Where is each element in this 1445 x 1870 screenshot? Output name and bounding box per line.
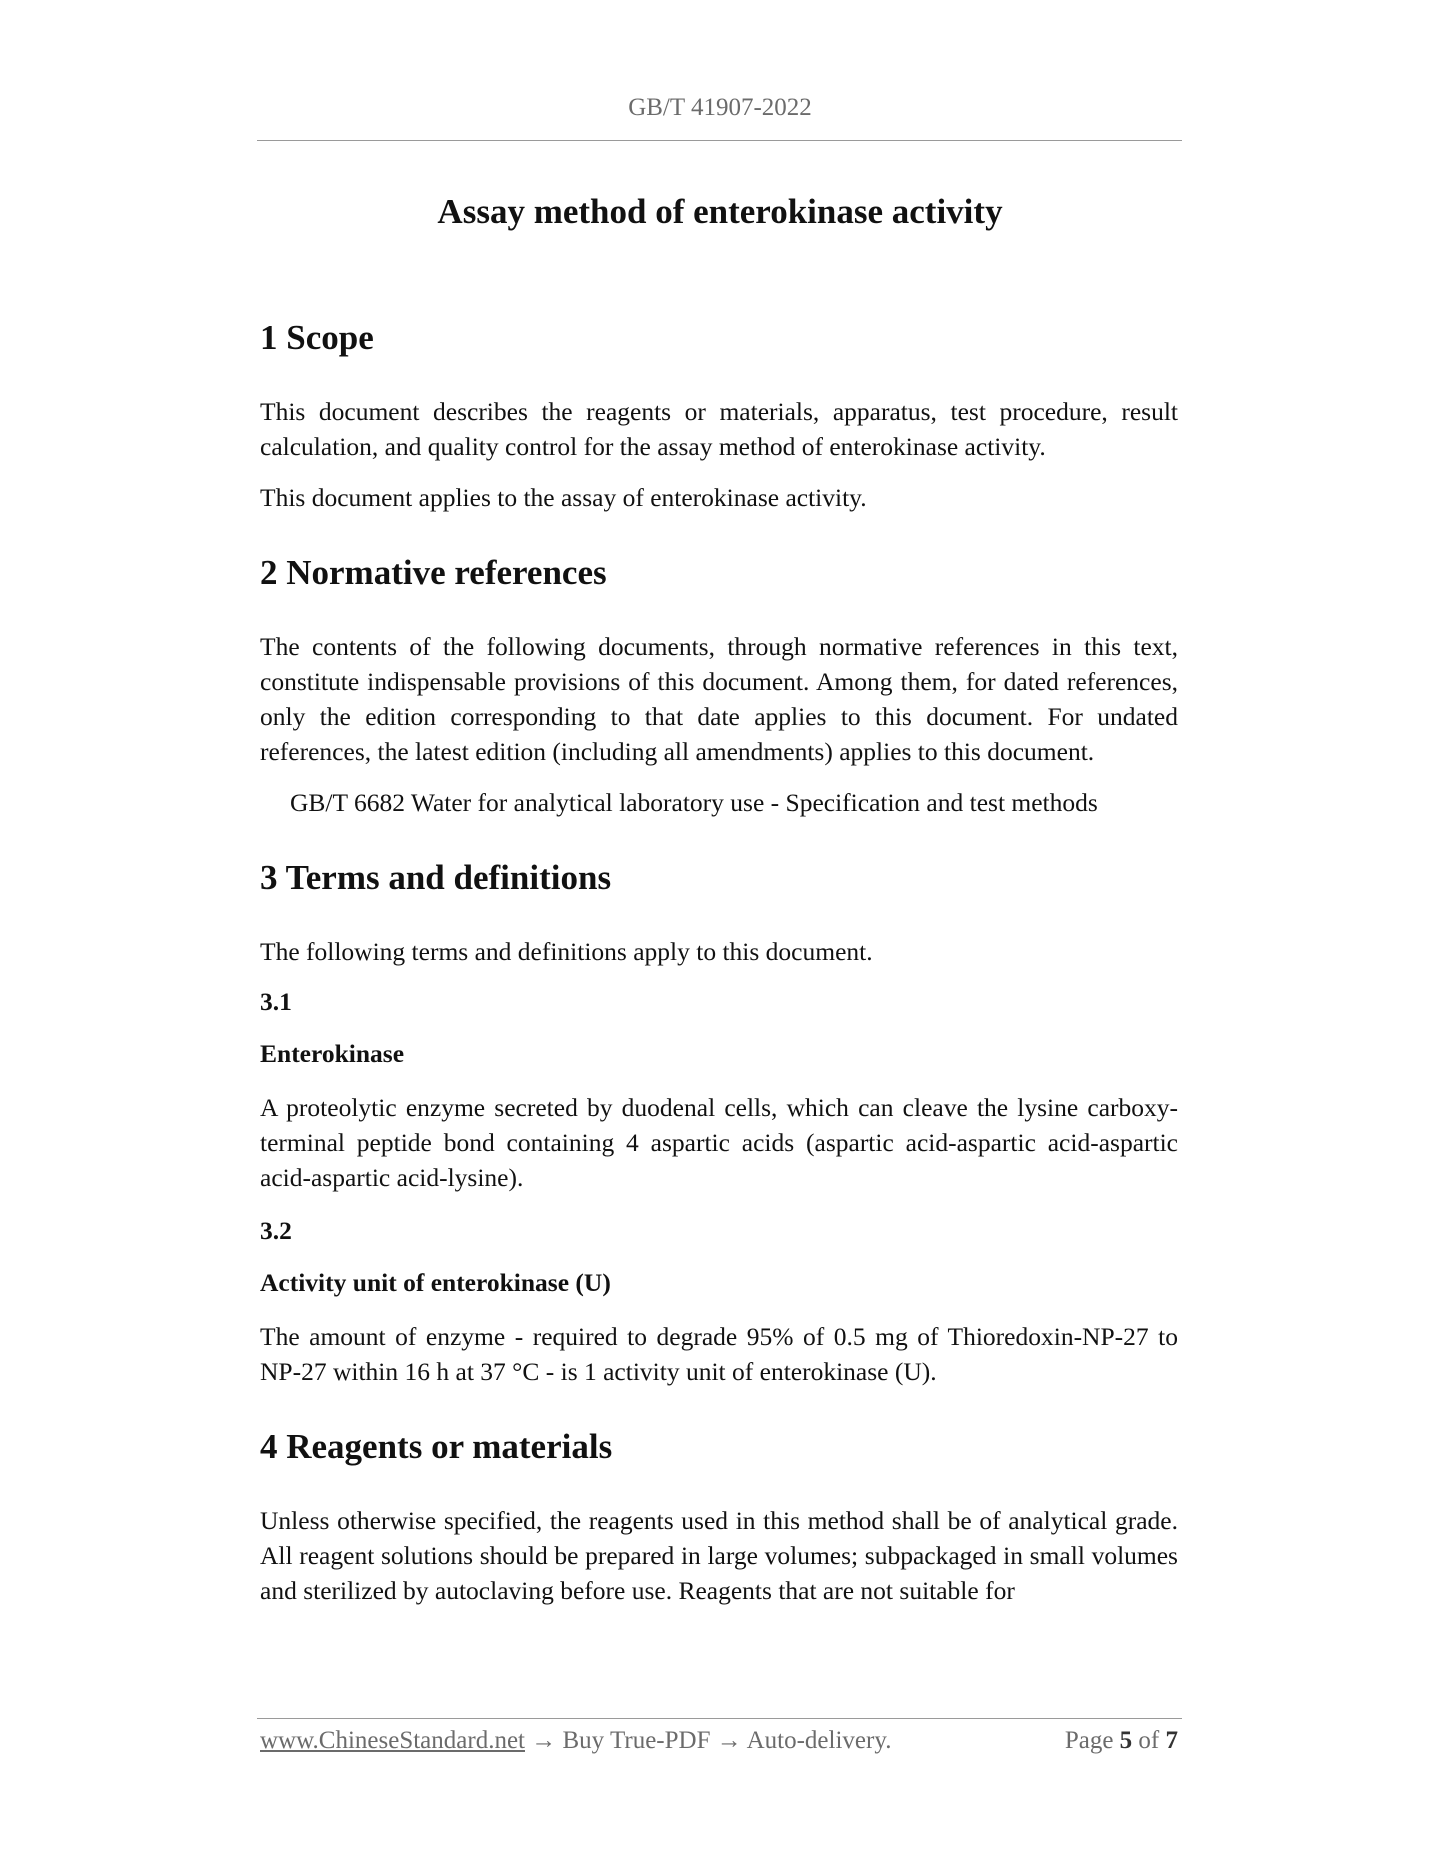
page-indicator bbox=[1065, 1723, 1178, 1759]
term-name: Enterokinase bbox=[260, 1039, 405, 1068]
header-rule bbox=[257, 140, 1182, 141]
reagents-paragraph: Unless otherwise specified, the reagents used in this method shall be of analytical grade. All reagent solutions should be prepared in large volumes; subpackaged in small volumes and sterilized by autoclaving before use. Reagents that are not suitable for bbox=[260, 1506, 1178, 1605]
page-word: Page bbox=[1064, 1727, 1114, 1754]
terms-intro: The following terms and definitions apply to this document. bbox=[260, 937, 873, 966]
page-current: 5 bbox=[1119, 1727, 1133, 1754]
normative-reference-item: GB/T 6682 Water for analytical laboratory use - Specification and test methods bbox=[290, 788, 1098, 817]
page-of: of bbox=[1138, 1727, 1160, 1754]
term-definition: A proteolytic enzyme secreted by duodenal cells, which can cleave the lysine carboxy-terminal peptide bond containing 4 aspartic acids (aspartic acid-aspartic acid-aspartic acid-aspartic acid-lysine). bbox=[260, 1093, 1178, 1192]
document-body bbox=[260, 314, 1178, 1608]
page-footer bbox=[260, 1723, 1178, 1759]
section-heading-reagents: 4 Reagents or materials bbox=[260, 1427, 613, 1466]
buy-text: → Buy True-PDF → Auto-delivery. bbox=[531, 1727, 892, 1754]
page-total: 7 bbox=[1165, 1727, 1178, 1754]
term-number: 3.1 bbox=[260, 987, 292, 1016]
site-link[interactable]: www.ChineseStandard.net bbox=[260, 1727, 525, 1754]
section-heading-normative-references: 2 Normative references bbox=[260, 553, 607, 592]
section-heading-terms: 3 Terms and definitions bbox=[260, 858, 612, 897]
scope-paragraph-1: This document describes the reagents or materials, apparatus, test procedure, result calculation, and quality control for the assay method of enterokinase activity. bbox=[260, 397, 1178, 461]
term-name: Activity unit of enterokinase (U) bbox=[260, 1268, 611, 1297]
scope-paragraph-2: This document applies to the assay of enterokinase activity. bbox=[260, 483, 867, 512]
document-title: Assay method of enterokinase activity bbox=[437, 192, 1003, 231]
normative-paragraph: The contents of the following documents, through normative references in this text, constitute indispensable provisions of this document. Among them, for dated references, only the edition corresponding to that date applies to this document. For undated references, the latest edition (including all amendments) applies to this document. bbox=[260, 632, 1178, 766]
running-header: GB/T 41907-2022 bbox=[628, 94, 812, 121]
footer-left bbox=[260, 1723, 891, 1759]
term-number: 3.2 bbox=[260, 1216, 292, 1245]
term-definition: The amount of enzyme - required to degrade 95% of 0.5 mg of Thioredoxin-NP-27 to NP-27 within 16 h at 37 °C - is 1 activity unit of enterokinase (U). bbox=[260, 1322, 1178, 1386]
footer-rule bbox=[257, 1718, 1182, 1719]
section-heading-scope: 1 Scope bbox=[260, 318, 374, 357]
